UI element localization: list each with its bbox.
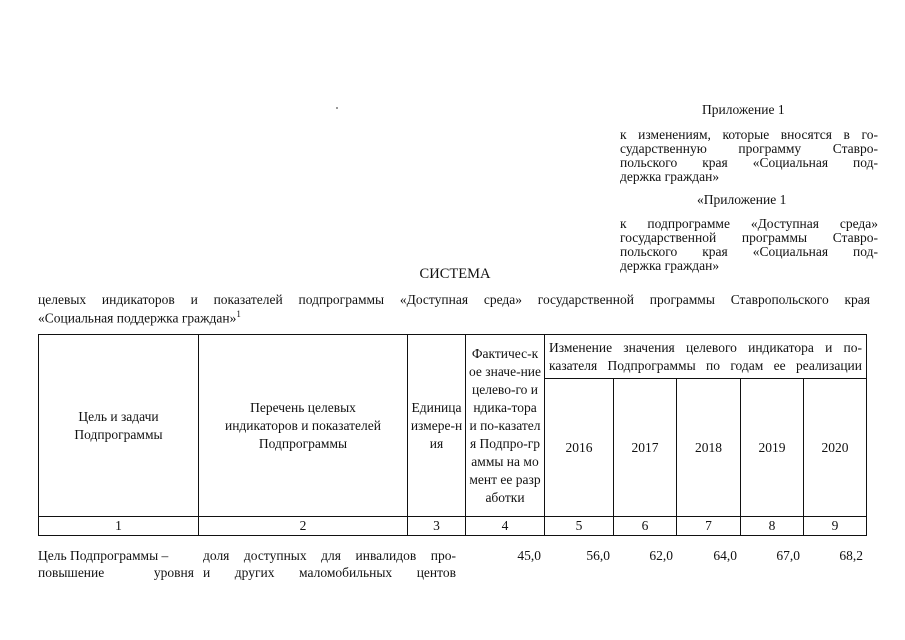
year-header: 2020 — [804, 379, 867, 517]
header-goal — [39, 335, 199, 517]
column-number-row — [39, 517, 867, 536]
column-number: 5 — [545, 517, 614, 536]
header-goal-text: Цель и задачи Подпрограммы — [74, 408, 163, 442]
row-value-2020: 68,2 — [839, 548, 863, 563]
row-value-2016: 56,0 — [586, 548, 610, 563]
document-subtitle — [38, 293, 870, 326]
subtitle-line-1: целевых индикаторов и показателей подпрограммы «Доступная среда» государственной программы Ставропольского края — [38, 292, 870, 307]
document-title: СИСТЕМА — [419, 266, 491, 282]
row-value-2019: 67,0 — [776, 548, 800, 563]
appendix-to-subprogram-line: государственной программы Ставро- — [620, 230, 878, 245]
header-actual-text: Фактичес-кое значе-ние целево-го индика-тора и по-казателя Подпро-граммы на момент ее разработки — [469, 345, 542, 505]
header-list-text: Перечень целевых индикаторов и показателей Подпрограммы — [224, 399, 381, 451]
column-number: 1 — [39, 517, 199, 536]
year-header: 2019 — [741, 379, 804, 517]
appendix-to-subprogram — [620, 217, 878, 273]
row-indicator-line: и других маломобильных центов — [203, 565, 456, 580]
row-goal-line: Цель Подпрограммы – — [38, 548, 169, 563]
appendix-to-changes — [620, 128, 878, 184]
appendix-to-subprogram-line: к подпрограмме «Доступная среда» — [620, 216, 878, 231]
header-change — [545, 335, 867, 379]
appendix-to-changes-line: польского края «Социальная под- — [620, 155, 878, 170]
year-header: 2017 — [614, 379, 677, 517]
year-header: 2016 — [545, 379, 614, 517]
appendix-to-changes-line: сударственную программу Ставро- — [620, 141, 878, 156]
row-actual: 45,0 — [517, 548, 541, 563]
column-number: 4 — [466, 517, 545, 536]
header-list — [199, 335, 408, 517]
header-change-text: Изменение значения целевого индикатора и по-казателя Подпрограммы по годам ее реализации — [549, 339, 862, 373]
year-header: 2018 — [677, 379, 741, 517]
column-number: 9 — [804, 517, 867, 536]
column-number: 3 — [408, 517, 466, 536]
subtitle-line-2-text: «Социальная поддержка граждан» — [38, 310, 237, 326]
column-number: 6 — [614, 517, 677, 536]
row-value-2018: 64,0 — [713, 548, 737, 563]
appendix-to-changes-line: к изменениям, которые вносятся в го- — [620, 127, 878, 142]
footnote-mark: 1 — [236, 309, 241, 319]
header-actual — [466, 335, 545, 517]
row-goal — [38, 547, 194, 581]
indicators-table — [38, 334, 867, 536]
table-row — [38, 547, 868, 587]
appendix-title: Приложение 1 — [702, 102, 785, 117]
row-indicator-line: доля доступных для инвалидов про- — [203, 548, 456, 563]
header-unit — [408, 335, 466, 517]
subtitle-line-2 — [38, 307, 870, 326]
appendix-title-2: «Приложение 1 — [697, 192, 787, 207]
column-number: 8 — [741, 517, 804, 536]
appendix-to-changes-line: держка граждан» — [620, 169, 720, 184]
row-goal-line: повышение уровня — [38, 565, 194, 580]
appendix-to-subprogram-line: держка граждан» — [620, 258, 720, 273]
row-value-2017: 62,0 — [649, 548, 673, 563]
appendix-to-subprogram-line: польского края «Социальная под- — [620, 244, 878, 259]
header-unit-text: Единица измере-ния — [410, 399, 463, 451]
row-indicator — [203, 547, 456, 581]
column-number: 2 — [199, 517, 408, 536]
column-number: 7 — [677, 517, 741, 536]
scan-dot — [336, 107, 338, 109]
header-row-1 — [39, 335, 867, 379]
